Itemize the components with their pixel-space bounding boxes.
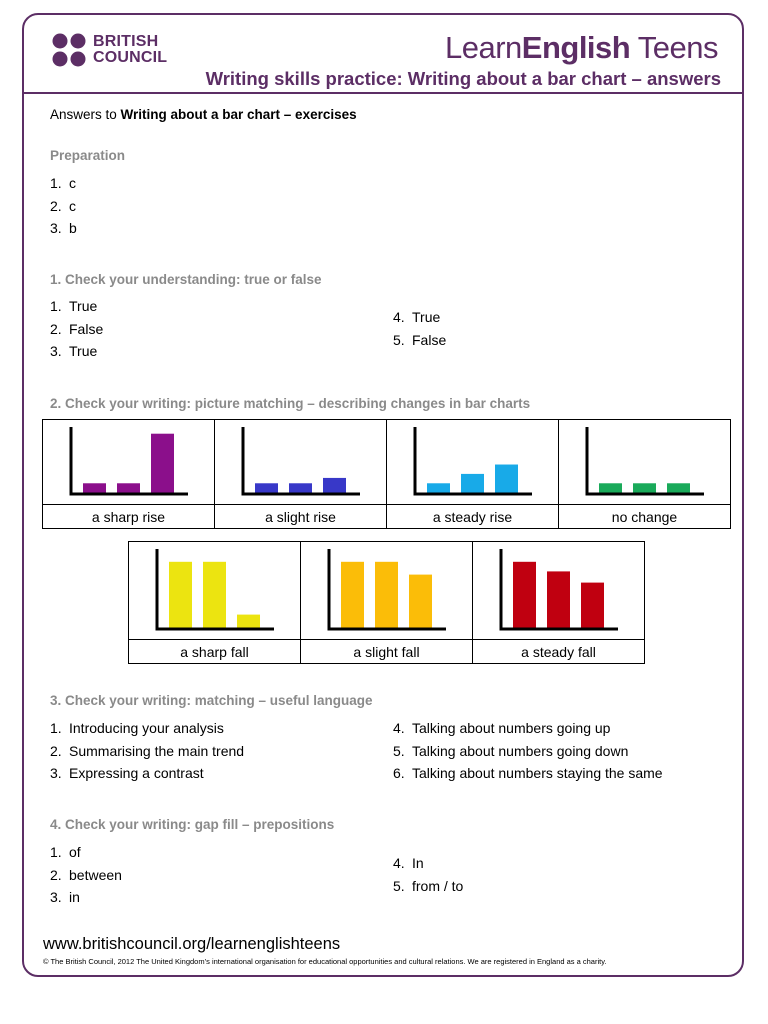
chart-cell: [129, 542, 301, 640]
list-item: 5. Talking about numbers going down: [393, 742, 629, 759]
chart-bar: [495, 465, 518, 494]
list-item: 4. True: [393, 309, 441, 325]
intro-exercise-title: Writing about a bar chart – exercises: [120, 107, 357, 122]
list-item: 2. Summarising the main trend: [50, 742, 245, 759]
chart-bar: [547, 571, 570, 629]
list-item: 3. in: [50, 889, 80, 905]
chart-bar: [203, 562, 226, 629]
list-item: 2. between: [50, 866, 122, 883]
intro-prefix: Answers to: [50, 107, 121, 122]
chart-label: a steady rise: [387, 505, 559, 529]
header-divider: [24, 92, 744, 94]
footer-website-link[interactable]: www.britishcouncil.org/learnenglishteens: [43, 935, 341, 953]
section-3-right-list: [393, 717, 663, 785]
brand-learn: Learn: [444, 30, 522, 65]
section-4-right-list: [393, 852, 463, 897]
chart-bar: [427, 483, 450, 494]
list-item: 1. True: [50, 298, 98, 314]
british-council-logo: [52, 33, 182, 69]
chart-bar: [599, 483, 622, 494]
section-2-heading: 2. Check your writing: picture matching – describing changes in bar charts: [50, 396, 531, 411]
logo-dots-icon: [52, 33, 88, 69]
chart-cell: [387, 420, 559, 505]
section-3-heading: 3. Check your writing: matching – useful language: [50, 693, 373, 708]
chart-bar: [237, 615, 260, 629]
list-item: 1. c: [50, 175, 76, 191]
chart-bar: [409, 575, 432, 629]
chart-table-row-2: [128, 541, 645, 664]
list-item: 4. Talking about numbers going up: [393, 720, 611, 736]
chart-bar: [323, 478, 346, 494]
chart-bar: [151, 434, 174, 494]
chart-cell: [43, 420, 215, 505]
chart-bar: [289, 483, 312, 494]
logo-line-2: COUNCIL: [93, 49, 168, 66]
section-1-right-list: [393, 306, 446, 351]
chart-label: a sharp fall: [129, 640, 301, 664]
list-item: 2. False: [50, 320, 104, 337]
learnenglish-teens-brand: [445, 30, 718, 66]
list-item: 4. In: [393, 855, 424, 871]
section-4-left-list: [50, 841, 122, 909]
list-item: 3. True: [50, 343, 98, 359]
section-1-heading: 1. Check your understanding: true or false: [50, 272, 322, 287]
slight-fall-chart: [301, 542, 472, 639]
chart-bar: [83, 483, 106, 494]
chart-label: a sharp rise: [43, 505, 215, 529]
chart-bar: [375, 562, 398, 629]
list-item: 3. Expressing a contrast: [50, 765, 204, 781]
brand-english: English: [521, 30, 631, 65]
sharp-fall-chart: [129, 542, 300, 639]
chart-bar: [461, 474, 484, 494]
chart-bar: [581, 583, 604, 629]
chart-label: a slight rise: [215, 505, 387, 529]
chart-cell: [559, 420, 731, 505]
chart-bar: [255, 483, 278, 494]
intro-line: [50, 107, 357, 122]
slight-rise-chart: [215, 420, 386, 504]
chart-bar: [633, 483, 656, 494]
steady-rise-chart: [387, 420, 558, 504]
list-item: 1. Introducing your analysis: [50, 720, 224, 736]
chart-bar: [341, 562, 364, 629]
brand-teens: Teens: [630, 30, 718, 65]
chart-cell: [473, 542, 645, 640]
logo-wordmark: [93, 34, 167, 66]
chart-label: a slight fall: [301, 640, 473, 664]
preparation-list: [50, 172, 77, 240]
chart-label: no change: [559, 505, 731, 529]
section-4-heading: 4. Check your writing: gap fill – prepositions: [50, 817, 335, 832]
list-item: 1. of: [50, 844, 81, 860]
chart-bar: [117, 483, 140, 494]
list-item: 5. False: [393, 331, 447, 348]
chart-bar: [667, 483, 690, 494]
chart-table-row-1: [42, 419, 731, 529]
section-1-left-list: [50, 295, 103, 363]
list-item: 2. c: [50, 197, 76, 214]
page-title: Writing skills practice: Writing about a bar chart – answers: [205, 68, 721, 89]
chart-bar: [513, 562, 536, 629]
steady-fall-chart: [473, 542, 644, 639]
chart-cell: [301, 542, 473, 640]
list-item: 3. b: [50, 220, 77, 236]
sharp-rise-chart: [43, 420, 214, 504]
no-change-chart: [559, 420, 730, 504]
chart-bar: [169, 562, 192, 629]
chart-cell: [215, 420, 387, 505]
list-item: 5. from / to: [393, 877, 464, 894]
logo-line-1: BRITISH: [93, 33, 159, 50]
footer-copyright: © The British Council, 2012 The United Kingdom’s international organisation for educational opportunities and cultural relations. We are registered in England as a charity.: [43, 957, 607, 966]
chart-label: a steady fall: [473, 640, 645, 664]
section-3-left-list: [50, 717, 244, 785]
list-item: 6. Talking about numbers staying the same: [393, 765, 663, 781]
preparation-heading: Preparation: [50, 148, 126, 163]
